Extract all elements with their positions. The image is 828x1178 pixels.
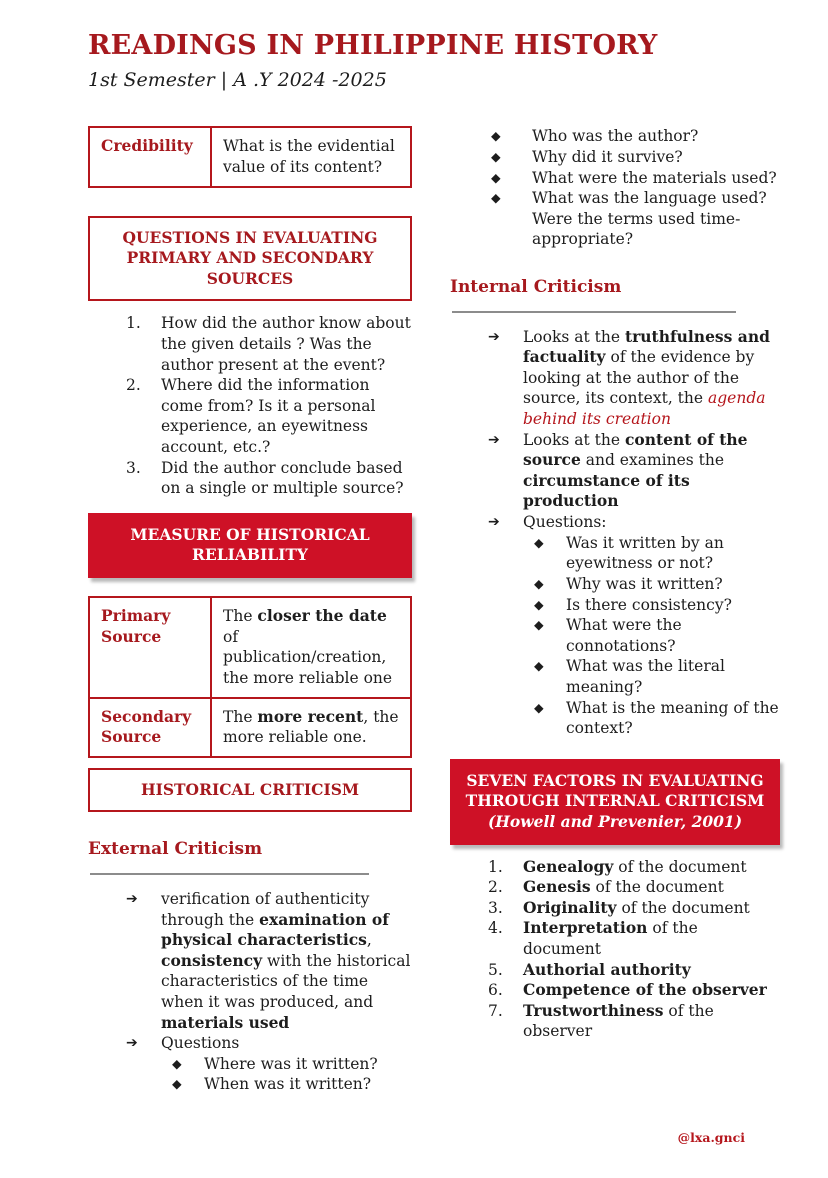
definition-text: The xyxy=(223,707,258,726)
credibility-definition-cell: What is the evidential value of its content? xyxy=(211,127,411,186)
bold-segment: consistency xyxy=(161,950,263,970)
list-item-text xyxy=(523,430,780,512)
table-row xyxy=(89,597,411,697)
text-segment: of the document xyxy=(590,878,724,897)
table-row xyxy=(89,698,411,757)
secondary-source-definition-cell xyxy=(211,698,411,757)
internal-criticism-heading: Internal Criticism xyxy=(450,276,622,297)
text-segment: and examines the xyxy=(580,451,725,470)
diamond-bullet-icon: ◆ xyxy=(534,575,544,591)
credibility-table xyxy=(88,126,412,187)
sub-item-text: When was it written? xyxy=(204,1075,372,1094)
credibility-term-cell: Credibility xyxy=(89,127,211,186)
list-item xyxy=(487,877,780,898)
list-item xyxy=(490,168,780,189)
list-number: 1. xyxy=(126,314,141,333)
list-item-text xyxy=(523,1001,780,1042)
sub-list-item xyxy=(171,1054,412,1075)
diamond-bullet-icon: ◆ xyxy=(491,169,501,185)
definition-bold: more recent xyxy=(257,706,364,726)
list-item xyxy=(125,458,412,499)
list-item-text xyxy=(523,898,780,919)
list-number: 4. xyxy=(488,919,503,938)
red-italic-segment: agenda behind its creation xyxy=(523,389,766,429)
list-item-text xyxy=(523,980,780,1001)
sub-list-item xyxy=(533,595,780,616)
list-item-text: How did the author know about the given details ? Was the author present at the event? xyxy=(161,314,411,374)
list-item xyxy=(125,313,412,375)
list-item-text xyxy=(523,918,780,959)
list-item-text xyxy=(523,877,780,898)
text-segment: Looks at the xyxy=(523,327,625,346)
diamond-bullet-icon: ◆ xyxy=(534,617,544,633)
bold-segment: Interpretation xyxy=(523,918,648,938)
diamond-bullet-icon: ◆ xyxy=(534,699,544,715)
list-number: 2. xyxy=(126,376,141,395)
list-item-text: What were the materials used? xyxy=(532,168,777,187)
list-number: 6. xyxy=(488,981,503,1000)
primary-source-definition-cell xyxy=(211,597,411,697)
text-segment: of the document xyxy=(616,898,750,917)
heading-rule xyxy=(452,311,736,313)
list-item xyxy=(125,889,412,1033)
questions-list xyxy=(88,313,412,498)
diamond-bullet-icon: ◆ xyxy=(172,1055,182,1071)
diamond-bullet-icon: ◆ xyxy=(491,148,501,164)
text-segment: of the document xyxy=(523,919,698,959)
list-number: 1. xyxy=(488,857,503,876)
bold-segment: Genesis xyxy=(523,877,591,897)
bold-segment: Authorial authority xyxy=(523,959,691,979)
continued-diamond-list xyxy=(450,126,780,250)
list-item xyxy=(487,430,780,512)
list-number: 3. xyxy=(126,458,141,477)
table-row xyxy=(89,127,411,186)
list-item xyxy=(125,1033,412,1095)
sub-list-item xyxy=(171,1074,412,1095)
watermark: @lxa.gnci xyxy=(677,1130,745,1145)
questions-box-title: QUESTIONS IN EVALUATING PRIMARY AND SECONDARY SOURCES xyxy=(88,216,412,302)
list-number: 5. xyxy=(488,960,503,979)
diamond-bullet-icon: ◆ xyxy=(172,1076,182,1092)
bold-segment: Originality xyxy=(523,897,617,917)
list-item xyxy=(487,960,780,981)
list-item xyxy=(487,918,780,959)
sub-list-item xyxy=(533,656,780,697)
text-segment: verification of authenticity through the xyxy=(161,889,370,929)
two-column-layout xyxy=(88,126,782,1095)
list-item xyxy=(125,375,412,457)
text-segment: with the historical characteristics of the time when it was produced, and xyxy=(161,951,411,1011)
bold-segment: Trustworthiness xyxy=(523,1000,664,1020)
bold-segment: truthfulness and factuality xyxy=(523,326,770,367)
arrow-bullet-icon: ➔ xyxy=(126,1035,138,1052)
list-item xyxy=(487,1001,780,1042)
seven-factors-banner xyxy=(450,759,780,845)
sub-item-text: Is there consistency? xyxy=(566,595,732,614)
seven-factors-title: SEVEN FACTORS IN EVALUATING THROUGH INTERNAL CRITICISM xyxy=(465,770,765,811)
sub-list-item xyxy=(533,574,780,595)
sub-list-item xyxy=(533,698,780,739)
external-criticism-heading: External Criticism xyxy=(88,839,263,860)
page-title: READINGS IN PHILIPPINE HISTORY xyxy=(88,30,658,61)
sub-list-item xyxy=(533,533,780,574)
historical-criticism-box: HISTORICAL CRITICISM xyxy=(88,768,412,813)
bold-segment: content of the source xyxy=(523,429,748,470)
arrow-bullet-icon: ➔ xyxy=(126,890,138,907)
definition-text: , the more reliable one. xyxy=(223,707,399,747)
list-item-text: What was the language used? Were the terms used time-appropriate? xyxy=(532,189,767,249)
diamond-bullet-icon: ◆ xyxy=(491,190,501,206)
text-segment: of the observer xyxy=(523,1001,714,1041)
seven-factors-citation: (Howell and Prevenier, 2001) xyxy=(487,811,743,831)
sources-table xyxy=(88,596,412,758)
text-segment: Looks at the xyxy=(523,430,625,449)
list-item xyxy=(487,857,780,878)
seven-factors-list xyxy=(450,857,780,1042)
list-item xyxy=(490,126,780,147)
page-subtitle: 1st Semester | A .Y 2024 -2025 xyxy=(88,69,387,92)
list-item xyxy=(487,898,780,919)
internal-criticism-list xyxy=(450,327,780,739)
diamond-bullet-icon: ◆ xyxy=(534,596,544,612)
text-segment: of the document xyxy=(613,857,747,876)
right-column xyxy=(450,126,780,1042)
bold-segment: Competence of the observer xyxy=(523,980,767,1000)
heading-rule xyxy=(90,873,369,875)
bold-segment: materials used xyxy=(161,1012,290,1032)
diamond-bullet-icon: ◆ xyxy=(534,658,544,674)
list-number: 3. xyxy=(488,898,503,917)
diamond-bullet-icon: ◆ xyxy=(534,534,544,550)
list-item xyxy=(487,512,780,739)
sub-list-item xyxy=(533,615,780,656)
sub-item-text: What was the literal meaning? xyxy=(566,657,725,696)
definition-text: The xyxy=(223,607,258,626)
list-item-text xyxy=(523,857,780,878)
text-segment: of the evidence by looking at the author of the source, its context, the xyxy=(523,348,755,408)
list-number: 7. xyxy=(488,1001,503,1020)
list-item xyxy=(487,980,780,1001)
list-item-text xyxy=(161,1033,412,1095)
list-item-text xyxy=(161,889,412,1033)
list-item xyxy=(490,147,780,168)
list-item-text: Where did the information come from? Is it a personal experience, an eyewitness account, etc.? xyxy=(161,376,376,457)
list-item xyxy=(487,327,780,430)
definition-bold: closer the date xyxy=(257,606,387,626)
list-item-text: Why did it survive? xyxy=(532,147,683,166)
sub-item-text: Why was it written? xyxy=(566,574,723,593)
list-item-text xyxy=(523,960,780,981)
bold-segment: examination of physical characteristics xyxy=(161,909,389,950)
sub-item-text: What is the meaning of the context? xyxy=(566,698,779,738)
diamond-bullet-icon: ◆ xyxy=(491,128,501,144)
arrow-bullet-icon: ➔ xyxy=(488,514,500,531)
questions-label: Questions: xyxy=(523,513,607,532)
list-item-text xyxy=(523,512,780,739)
list-item xyxy=(490,188,780,250)
arrow-bullet-icon: ➔ xyxy=(488,328,500,345)
list-item-text: Did the author conclude based on a single or multiple source? xyxy=(161,458,404,498)
questions-label: Questions xyxy=(161,1034,240,1053)
bold-segment: circumstance of its production xyxy=(523,470,690,511)
list-item-text: Who was the author? xyxy=(532,127,699,146)
list-number: 2. xyxy=(488,878,503,897)
bold-segment: Genealogy xyxy=(523,856,614,876)
sub-item-text: Was it written by an eyewitness or not? xyxy=(566,533,724,573)
list-item-text xyxy=(523,327,780,430)
arrow-bullet-icon: ➔ xyxy=(488,431,500,448)
sub-item-text: Where was it written? xyxy=(204,1054,378,1073)
measure-banner: MEASURE OF HISTORICAL RELIABILITY xyxy=(88,513,412,578)
primary-source-term-cell: Primary Source xyxy=(89,597,211,697)
external-criticism-list xyxy=(88,889,412,1095)
definition-text: of publication/creation, the more reliable one xyxy=(223,627,393,687)
sub-item-text: What were the connotations? xyxy=(566,616,682,655)
secondary-source-term-cell: Secondary Source xyxy=(89,698,211,757)
left-column xyxy=(88,126,412,1095)
text-segment: , xyxy=(366,931,372,950)
